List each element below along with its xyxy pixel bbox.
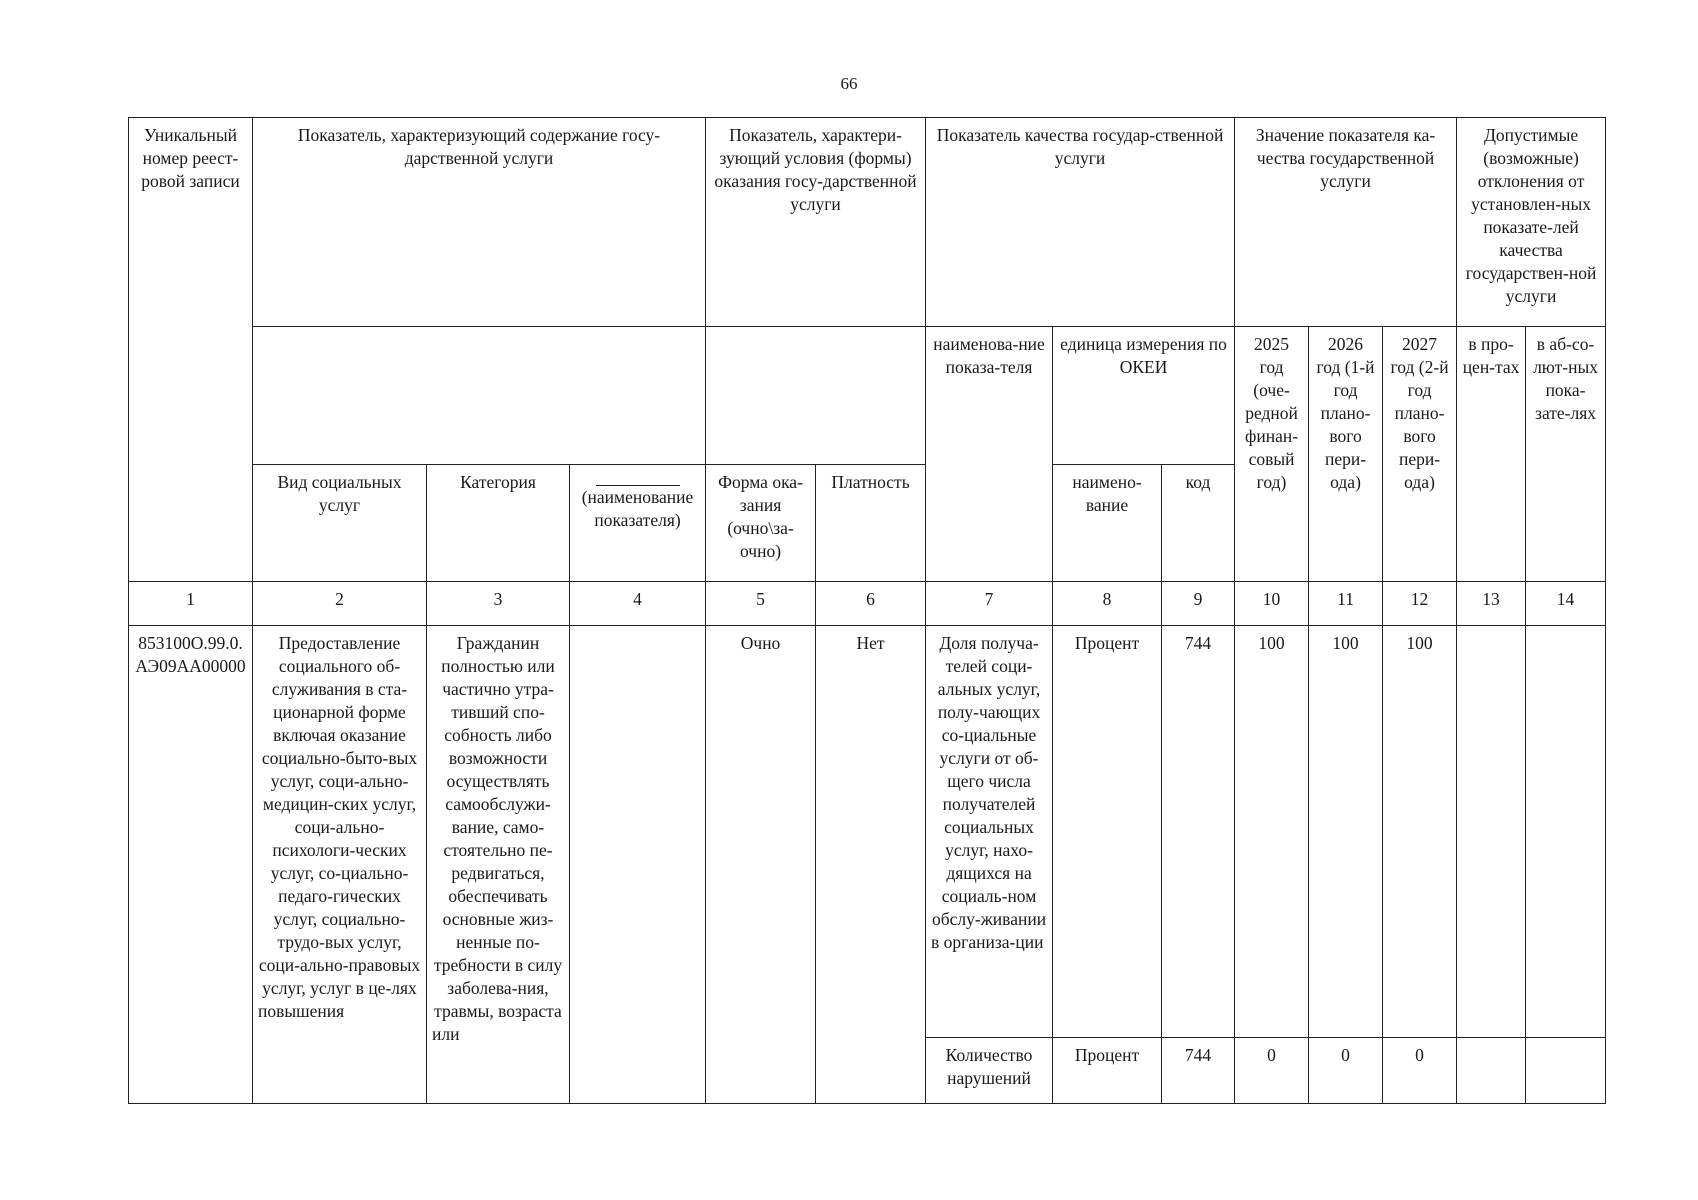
header-quality-indicator: Показатель качества государ-ственной услуги	[926, 118, 1235, 327]
blank-underline	[596, 475, 680, 486]
header-condition-spacer	[706, 327, 926, 465]
header-okei-unit: единица измерения по ОКЕИ	[1053, 327, 1235, 465]
column-number: 5	[706, 582, 816, 626]
header-okei-code: код	[1162, 465, 1235, 582]
deviation-percent	[1457, 626, 1526, 1038]
header-in-percent: в про-цен-тах	[1457, 327, 1526, 582]
header-content-spacer	[253, 327, 706, 465]
value-2026: 0	[1309, 1038, 1383, 1104]
column-number: 4	[570, 582, 706, 626]
column-number: 8	[1053, 582, 1162, 626]
quality-unit: Процент	[1053, 1038, 1162, 1104]
quality-unit: Процент	[1053, 626, 1162, 1038]
header-deviation: Допустимые (возможные) отклонения от установлен-ных показате-лей качества государствен-ной услуги	[1457, 118, 1606, 327]
value-2026: 100	[1309, 626, 1383, 1038]
payment-value: Нет	[816, 626, 926, 1104]
column-number: 10	[1235, 582, 1309, 626]
indicator-name-value	[570, 626, 706, 1104]
quality-indicator-name: Доля получа-телей соци-альных услуг, полу-чающих со-циальные услуги от об-щего числа получателей социальных услуг, нахо-дящихся на социаль-ном обслу-живании в организа-ции	[926, 626, 1053, 1038]
column-number: 11	[1309, 582, 1383, 626]
registry-number: 853100О.99.0.АЭ09АА00000	[129, 626, 253, 1104]
header-in-absolute: в аб-со-лют-ных пока-зате-лях	[1526, 327, 1606, 582]
header-okei-name: наимено-вание	[1053, 465, 1162, 582]
deviation-percent	[1457, 1038, 1526, 1104]
value-2027: 100	[1383, 626, 1457, 1038]
header-quality-value: Значение показателя ка-чества государственной услуги	[1235, 118, 1457, 327]
value-2025: 100	[1235, 626, 1309, 1038]
header-condition-indicator: Показатель, характери-зующий условия (формы) оказания госу-дарственной услуги	[706, 118, 926, 327]
header-indicator-name-caption: (наименование показателя)	[581, 487, 694, 530]
value-2025: 0	[1235, 1038, 1309, 1104]
column-number: 1	[129, 582, 253, 626]
service-type-value: Предоставление социального об-служивания в ста-ционарной форме включая оказание социально-быто-вых услуг, соци-ально-медицин-ских услуг, соци-ально-психологи-ческих услуг, со-циально-педаго-гических услуг, социально-трудо-вых услуг, соци-ально-правовых услуг, услуг в це-лях повышения	[253, 626, 427, 1104]
header-year-2025: 2025 год (оче-редной финан-совый год)	[1235, 327, 1309, 582]
column-number: 2	[253, 582, 427, 626]
deviation-absolute	[1526, 1038, 1606, 1104]
header-content-indicator: Показатель, характеризующий содержание госу-дарственной услуги	[253, 118, 706, 327]
service-form-value: Очно	[706, 626, 816, 1104]
quality-code: 744	[1162, 1038, 1235, 1104]
header-service-form: Форма ока-зания (очно\за-очно)	[706, 465, 816, 582]
category-value: Гражданин полностью или частично утра-тивший спо-собность либо возможности осуществлять самообслужи-вание, само-стоятельно пе-редвигаться, обеспечивать основные жиз-ненные по-требности в силу заболева-ния, травмы, возраста или	[427, 626, 570, 1104]
table-row	[129, 626, 1606, 1038]
header-payment: Платность	[816, 465, 926, 582]
column-number: 13	[1457, 582, 1526, 626]
service-quality-table	[128, 117, 1606, 1104]
quality-code: 744	[1162, 626, 1235, 1038]
value-2027: 0	[1383, 1038, 1457, 1104]
column-number: 3	[427, 582, 570, 626]
header-indicator-name: наименова-ние показа-теля	[926, 327, 1053, 582]
page-number: 66	[840, 74, 858, 93]
header-category: Категория	[427, 465, 570, 582]
header-indicator-name-blank	[570, 465, 706, 582]
column-number: 7	[926, 582, 1053, 626]
header-year-2027: 2027 год (2-й год плано-вого пери-ода)	[1383, 327, 1457, 582]
column-number: 12	[1383, 582, 1457, 626]
header-year-2026: 2026 год (1-й год плано-вого пери-ода)	[1309, 327, 1383, 582]
quality-indicator-name: Количество нарушений	[926, 1038, 1053, 1104]
column-number: 14	[1526, 582, 1606, 626]
header-service-type: Вид социальных услуг	[253, 465, 427, 582]
deviation-absolute	[1526, 626, 1606, 1038]
header-unique-number: Уникальный номер реест-ровой записи	[129, 118, 253, 582]
column-number: 6	[816, 582, 926, 626]
column-number: 9	[1162, 582, 1235, 626]
